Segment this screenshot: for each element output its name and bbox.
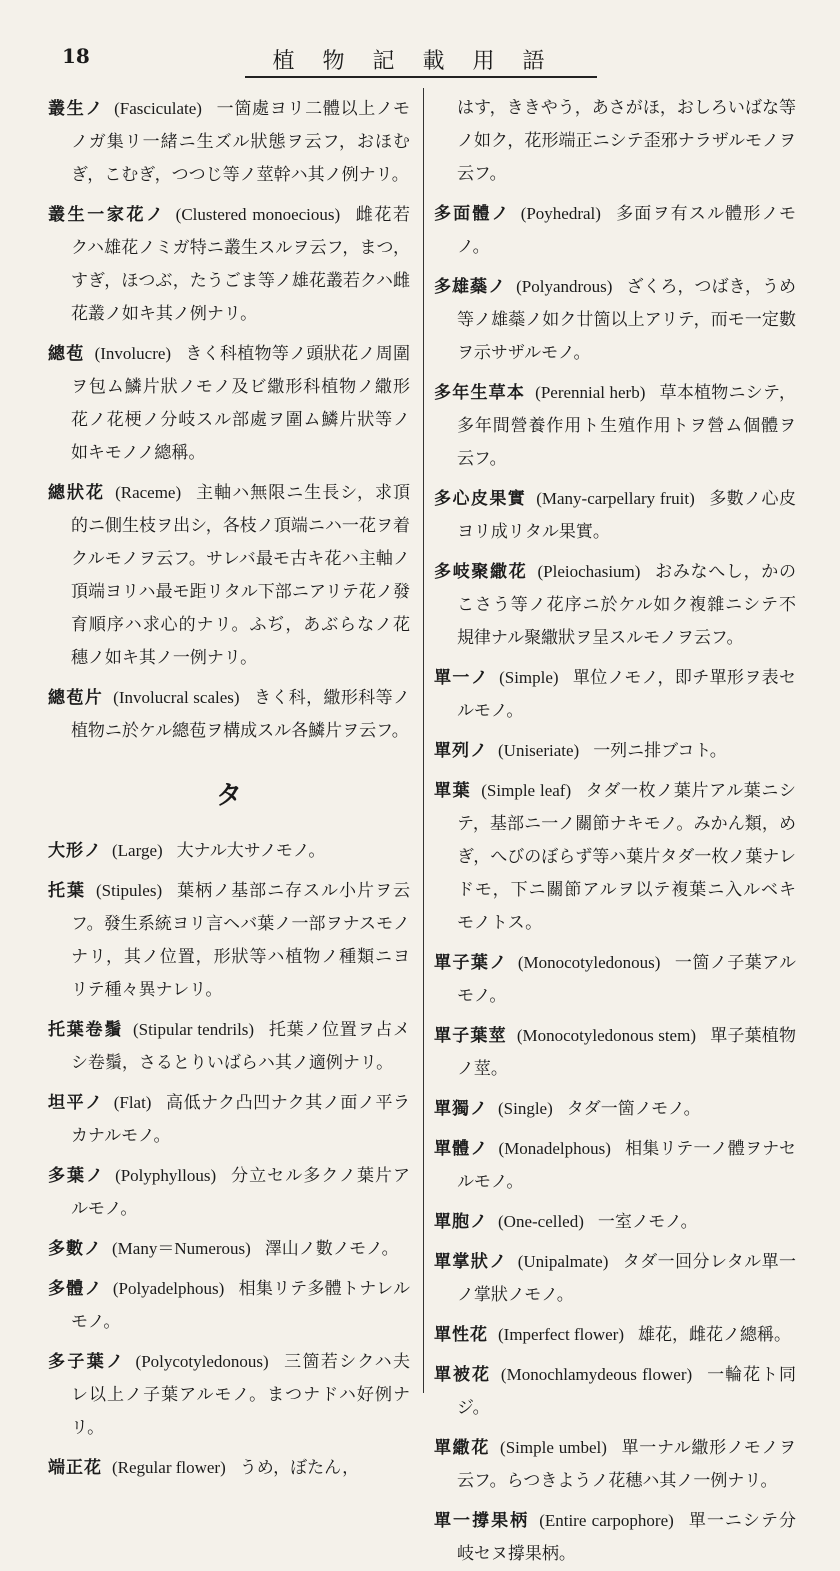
- glossary-entry: [434, 661, 796, 728]
- glossary-entry: [48, 874, 410, 1007]
- entry-definition: 多面ヲ有スル體形ノモノ。: [456, 204, 796, 257]
- entry-definition: うめ，ぼたん，: [239, 1458, 360, 1478]
- continued-definition: はす，ききやう，あさがほ，おしろいばな等ノ如ク，花形端正ニシテ歪邪ナラザルモノヲ云フ。: [456, 98, 796, 184]
- entry-term: 多葉ノ: [48, 1166, 106, 1186]
- entry-term: 單子葉ノ: [434, 953, 508, 973]
- entry-term: 單一撐果柄: [434, 1511, 530, 1531]
- entry-english: (Involucre): [94, 344, 172, 363]
- right-column: [434, 92, 797, 1564]
- entry-english: (Simple umbel): [500, 1438, 607, 1457]
- entry-term: 單體ノ: [434, 1139, 489, 1159]
- entry-definition: 主軸ハ無限ニ生長シ，求頂的ニ側生枝ヲ出シ，各枝ノ頂端ニハ一花ヲ着クルモノヲ云フ。サレバ最モ古キ花ハ主軸ノ頂端ヨリハ最モ距リタル下部ニアリテ花ノ發育順序ハ求心的ナリ。ふぢ，あぶらなノ花穗ノ如キ其ノ一例ナリ。: [70, 483, 411, 668]
- glossary-entry: [434, 1504, 796, 1571]
- glossary-entry: [48, 1451, 410, 1485]
- glossary-entry: [48, 681, 410, 748]
- entry-definition: ざくろ，つばき，うめ等ノ雄蘂ノ如ク廿箇以上アリテ，而モ一定數ヲ示サザルモノ。: [456, 277, 797, 363]
- entry-definition: 一室ノモノ。: [597, 1212, 698, 1232]
- entry-english: (Stipules): [96, 881, 163, 900]
- entry-term: 單葉: [434, 781, 472, 801]
- entry-definition: 一箇處ヨリ二體以上ノモノガ集リ一緒ニ生ズル狀態ヲ云フ，おほむぎ，こむぎ，つつじ等ノ莖幹ハ其ノ例ナリ。: [70, 99, 411, 185]
- glossary-entry: [434, 1431, 796, 1498]
- entry-english: (Flat): [113, 1093, 152, 1112]
- entry-definition: きく科植物等ノ頭狀花ノ周圍ヲ包ム鱗片狀ノモノ及ビ繖形科植物ノ繖形花ノ花梗ノ分岐スル部處ヲ圍ム鱗片狀等ノ如キモノノ總稱。: [70, 344, 411, 463]
- entry-term: 多雄蘂ノ: [434, 277, 507, 297]
- glossary-entry: [48, 1232, 410, 1266]
- glossary-entry: [48, 1013, 410, 1080]
- entry-english: (Many-carpellary fruit): [536, 489, 695, 508]
- entry-term: 單一ノ: [434, 668, 490, 688]
- entry-english: (Perennial herb): [535, 383, 646, 402]
- entry-term: 單子葉莖: [434, 1026, 507, 1046]
- entry-term: 坦平ノ: [48, 1093, 104, 1113]
- entry-term: 單繖花: [434, 1438, 491, 1458]
- entry-term: 單胞ノ: [434, 1212, 488, 1232]
- entry-definition: 草本植物ニシテ，多年間營養作用ト生殖作用トヲ營ム個體ヲ云フ。: [456, 383, 797, 469]
- entry-english: (Regular flower): [112, 1458, 226, 1477]
- left-column: [48, 92, 411, 1478]
- entry-english: (Monochlamydeous flower): [500, 1365, 693, 1384]
- glossary-entry: [434, 946, 796, 1013]
- glossary-entry: [48, 1159, 410, 1226]
- entry-term: 多體ノ: [48, 1279, 103, 1299]
- glossary-entry: [434, 555, 796, 655]
- running-title: 植物記載用語: [272, 49, 573, 74]
- glossary-entry: [48, 1272, 410, 1339]
- entry-english: (Imperfect flower): [498, 1325, 625, 1344]
- entry-definition: 托葉ノ位置ヲ占メシ卷鬚，さるとりいばらハ其ノ適例ナリ。: [70, 1020, 410, 1073]
- entry-term: 多年生草本: [434, 383, 526, 403]
- entry-english: (Polyadelphous): [112, 1279, 225, 1298]
- glossary-entry: [48, 476, 410, 675]
- glossary-entry: [434, 1358, 796, 1425]
- entry-definition: 相集リテ多體トナレルモノ。: [70, 1279, 410, 1332]
- entry-english: (Stipular tendrils): [132, 1020, 255, 1039]
- entry-definition: タダ一枚ノ葉片アル葉ニシテ，基部ニ一ノ關節ナキモノ。みかん類，めぎ，へびのぼらず等ハ葉片タダ一枚ノ葉ナレドモ，下ニ關節アルヲ以テ複葉ニ入ルベキモノトス。: [456, 781, 797, 933]
- entry-english: (Polycotyledonous): [135, 1352, 269, 1371]
- glossary-entry: [434, 197, 796, 264]
- entry-definition: 一輪花ト同ジ。: [456, 1365, 797, 1418]
- entry-definition: 單位ノモノ，即チ單形ヲ表セルモノ。: [456, 668, 797, 721]
- glossary-entry: [48, 337, 410, 470]
- entry-definition: おみなへし，かのこさう等ノ花序ニ於ケル如ク複雜ニシテ不規律ナル聚繖狀ヲ呈スルモノヲ云フ。: [456, 562, 797, 648]
- entry-definition: 單一ニシテ分岐セヌ撐果柄。: [456, 1511, 797, 1564]
- entry-english: (Involucral scales): [113, 688, 240, 707]
- entry-definition: 多數ノ心皮ヨリ成リタル果實。: [456, 489, 796, 542]
- entry-definition: 雌花若クハ雄花ノミガ特ニ叢生スルヲ云フ，まつ，すぎ，ほつぶ，たうごま等ノ雄花叢若クハ雌花叢ノ如キ其ノ例ナリ。: [70, 205, 411, 324]
- entry-term: 單性花: [434, 1325, 488, 1345]
- glossary-entry: [434, 1132, 796, 1199]
- glossary-entry: [434, 1245, 796, 1312]
- entry-definition: 一列ニ排ブコト。: [593, 741, 727, 761]
- glossary-entry: [48, 1345, 410, 1445]
- entry-english: (Many＝Numerous): [112, 1239, 251, 1258]
- entry-english: (Monocotyledonous): [517, 953, 661, 972]
- entry-term: 多心皮果實: [434, 489, 527, 509]
- entry-term: 叢生一家花ノ: [48, 205, 166, 225]
- glossary-entry: [434, 1092, 796, 1126]
- entry-term: 托葉: [48, 881, 86, 901]
- entry-english: (Simple leaf): [481, 781, 572, 800]
- entry-term: 大形ノ: [48, 841, 102, 861]
- header-rule: [245, 76, 597, 78]
- entry-english: (Poyhedral): [520, 204, 601, 223]
- entry-english: (Large): [112, 841, 163, 860]
- section-heading: タ: [215, 781, 242, 811]
- entry-english: (One-celled): [498, 1212, 584, 1231]
- entry-term: 總苞: [48, 344, 85, 364]
- glossary-entry: [434, 734, 796, 768]
- entry-english: (Raceme): [115, 483, 182, 502]
- entry-term: 單列ノ: [434, 741, 488, 761]
- entry-definition: 大ナル大サノモノ。: [176, 841, 326, 861]
- entry-term: 單獨ノ: [434, 1099, 488, 1119]
- glossary-entry: [434, 270, 796, 370]
- entry-term: 總苞片: [48, 688, 104, 708]
- entry-english: (Monadelphous): [498, 1139, 611, 1158]
- entry-english: (Polyandrous): [516, 277, 613, 296]
- entry-definition: 分立セル多クノ葉片アルモノ。: [70, 1166, 410, 1219]
- entry-definition: 一箇ノ子葉アルモノ。: [456, 953, 797, 1006]
- glossary-entry: [434, 376, 796, 476]
- entry-definition: 三箇若シクハ夫レ以上ノ子葉アルモノ。まつナドハ好例ナリ。: [70, 1352, 411, 1438]
- entry-term: 叢生ノ: [48, 99, 105, 119]
- glossary-entry: [48, 198, 410, 331]
- glossary-entry: [434, 1205, 796, 1239]
- entry-english: (Clustered monoecious): [175, 205, 341, 224]
- entry-definition: タダ一回分レタル單一ノ掌狀ノモノ。: [456, 1252, 797, 1305]
- entry-definition: 澤山ノ數ノモノ。: [264, 1239, 399, 1259]
- entry-term: 多岐聚繖花: [434, 562, 528, 582]
- entry-definition: 單子葉植物ノ莖。: [456, 1026, 797, 1079]
- glossary-entry: [434, 482, 796, 549]
- entry-term: 單被花: [434, 1365, 491, 1385]
- entry-term: 多面體ノ: [434, 204, 511, 224]
- entry-english: (Unipalmate): [517, 1252, 609, 1271]
- entry-definition: タダ一箇ノモノ。: [566, 1099, 701, 1119]
- entry-definition: 葉柄ノ基部ニ存スル小片ヲ云フ。發生系統ヨリ言ヘバ葉ノ一部ヲナスモノナリ，其ノ位置，形狀等ハ植物ノ種類ニヨリテ種々異ナレリ。: [70, 881, 411, 1000]
- entry-term: 托葉卷鬚: [48, 1020, 123, 1040]
- entry-term: 端正花: [48, 1458, 102, 1478]
- entry-english: (Pleiochasium): [537, 562, 641, 581]
- entry-term: 單掌狀ノ: [434, 1252, 508, 1272]
- entry-english: (Monocotyledonous stem): [516, 1026, 696, 1045]
- page-number: 18: [62, 44, 90, 68]
- entry-term: 多子葉ノ: [48, 1352, 126, 1372]
- entry-definition: 高低ナク凸凹ナク其ノ面ノ平ラカナルモノ。: [70, 1093, 411, 1146]
- entry-english: (Fasciculate): [114, 99, 202, 118]
- glossary-entry: [48, 1086, 410, 1153]
- entry-english: (Entire carpophore): [539, 1511, 674, 1530]
- column-divider: [423, 88, 424, 1393]
- glossary-entry: [48, 834, 410, 868]
- glossary-entry: [434, 1318, 796, 1352]
- entry-definition: 雄花，雌花ノ總稱。: [638, 1325, 792, 1345]
- entry-english: (Simple): [499, 668, 559, 687]
- entry-english: (Uniseriate): [498, 741, 580, 760]
- glossary-entry: [434, 774, 796, 940]
- entry-english: (Polyphyllous): [115, 1166, 217, 1185]
- entry-english: (Single): [498, 1099, 553, 1118]
- entry-term: 多數ノ: [48, 1239, 102, 1259]
- entry-definition: 相集リテ一ノ體ヲナセルモノ。: [456, 1139, 796, 1192]
- entry-definition: きく科，繖形科等ノ植物ニ於ケル總苞ヲ構成スル各鱗片ヲ云フ。: [70, 688, 411, 741]
- glossary-entry: [48, 92, 410, 192]
- entry-term: 總狀花: [48, 483, 106, 503]
- glossary-entry: [434, 1019, 796, 1086]
- entry-definition: 單一ナル繖形ノモノヲ云フ。らつきようノ花穗ハ其ノ一例ナリ。: [456, 1438, 797, 1491]
